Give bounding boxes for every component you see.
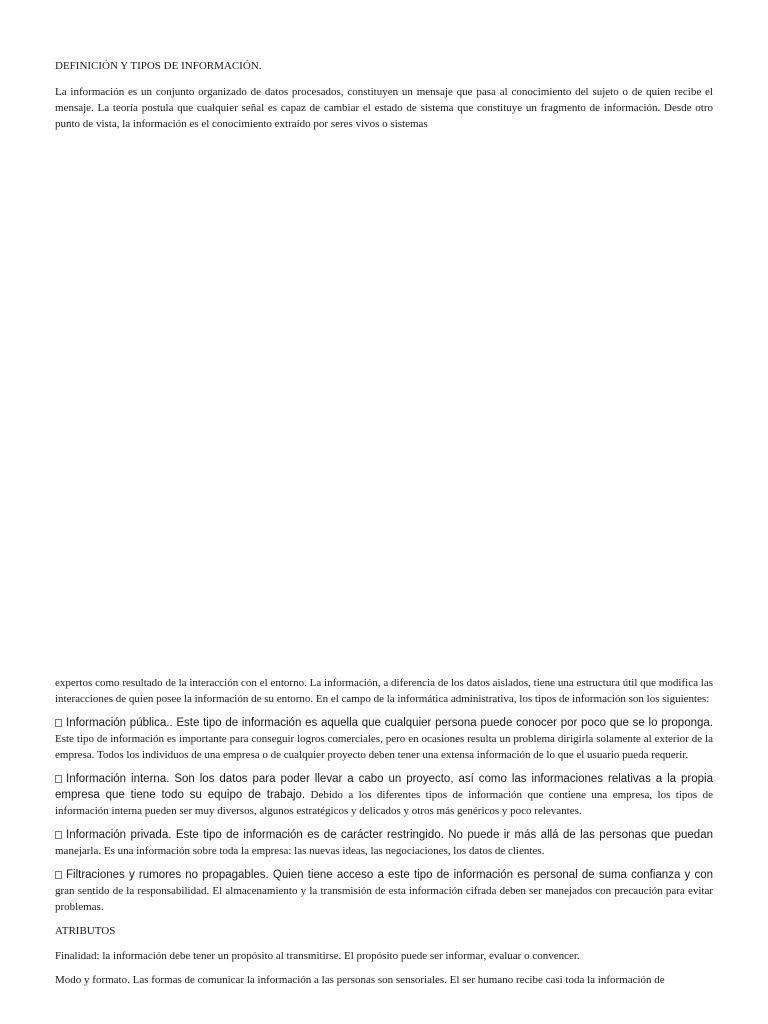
bullet-box-icon — [55, 719, 62, 727]
type-item-lead: Información pública.. Este tipo de información es aquella que cualquier persona puede conocer por poco que se lo proponga. — [66, 717, 713, 729]
type-item-body: gran sentido de la responsabilidad. El almacenamiento y la transmisión de esta información cifrada deben ser manejados con precaución para evitar problemas. — [55, 885, 713, 913]
intro-section — [55, 58, 713, 132]
type-item-internal — [55, 771, 713, 819]
type-item-lead: Filtraciones y rumores no propagables. Quien tiene acceso a este tipo de información es personal de suma confianza y con — [66, 869, 713, 881]
bullet-box-icon — [55, 831, 62, 839]
attributes-title: ATRIBUTOS — [55, 925, 116, 937]
type-item-body: manejarla. Es una información sobre toda la empresa: las nuevas ideas, las negociaciones, los datos de clientes. — [55, 845, 545, 857]
attribute-format: Modo y formato. Las formas de comunicar la información a las personas son sensoriales. El ser humano recibe casi toda la información de — [55, 974, 665, 986]
type-item-private — [55, 827, 713, 859]
type-item-body: Este tipo de información es importante para conseguir logros comerciales, pero en ocasiones resulta un problema dirigirla solamente al exterior de la empresa. Todos los individuos de una empresa o de cualquier proyecto deben tener una extensa información de lo que el usuario pueda requerir. — [55, 733, 713, 761]
continuation-paragraph: expertos como resultado de la interacción con el entorno. La información, a diferencia de los datos aislados, tiene una estructura útil que modifica las interacciones de quien posee la información de su entorno. En el campo de la informática administrativa, los tipos de información son los siguientes: — [55, 677, 713, 705]
type-item-lead: Información privada. Este tipo de información es de carácter restringido. No puede ir más allá de las personas que puedan — [66, 829, 713, 841]
type-item-leaks — [55, 867, 713, 915]
type-item-public — [55, 715, 713, 763]
type-item-body: Debido a los diferentes tipos de información que contiene una empresa, los tipos de información interna pueden ser muy diversos, algunos estratégicos y delicados y otros más genéricos y poco relevantes. — [55, 789, 713, 817]
type-item-lead: Información interna. Son los datos para poder llevar a cabo un proyecto, así como las informaciones relativas a la propia empresa que tiene todo su equipo de trabajo. — [55, 773, 713, 801]
attribute-purpose: Finalidad: la información debe tener un propósito al transmitirse. El propósito puede ser informar, evaluar o convencer. — [55, 950, 580, 962]
document-title: DEFINICIÓN Y TIPOS DE INFORMACIÓN. — [55, 60, 262, 72]
continued-section — [55, 675, 713, 996]
bullet-box-icon — [55, 775, 62, 783]
bullet-box-icon — [55, 871, 62, 879]
intro-paragraph: La información es un conjunto organizado de datos procesados, constituyen un mensaje que pasa al conocimiento del sujeto o de quien recibe el mensaje. La teoría postula que cualquier señal es capaz de cambiar el estado de sistema que constituye un fragmento de información. Desde otro punto de vista, la información es el conocimiento extraído por seres vivos o sistemas — [55, 86, 713, 130]
